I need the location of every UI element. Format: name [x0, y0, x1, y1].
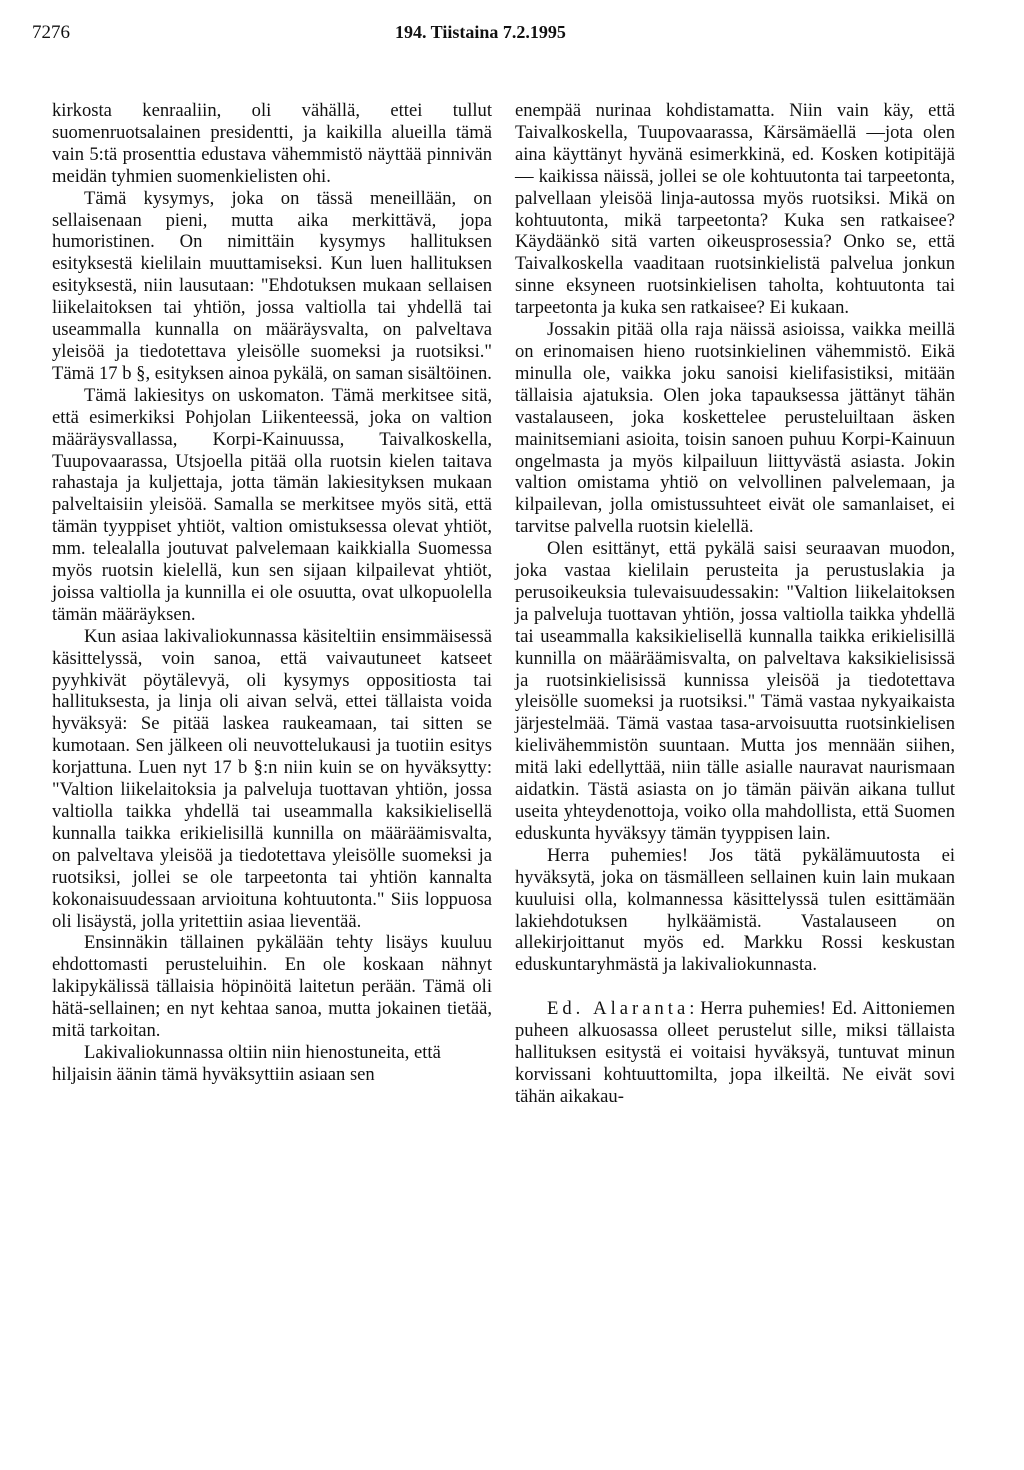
session-title: 194. Tiistaina 7.2.1995: [395, 22, 566, 42]
paragraph: Olen esittänyt, että pykälä saisi seuraavan muodon, joka vastaa kielilain perusteita ja perustuslakia ja perusoikeuksia tulevaisuudessakin: "Valtion liikelaitoksen ja palveluja tuottavan yhtiön, jossa valtiolla taikka yhdellä tai useammalla kaksikielisellä kunnalla taikka erikielisillä kunnilla on määräämisvalta, on palveltava kaksikielisissä ja ruotsinkielisissä kunnissa yleisöä ja tiedotettava yleisölle suomeksi ja ruotsiksi." Tämä vastaa nykyaikaista järjestelmää. Tämä vastaa tasa-arvoisuutta ruotsinkielisen kielivähemmistön suuntaan. Mutta jos mennään siihen, mitä laki edellyttää, niin tälle asialle nauravat naurismaan aidatkin. Tästä asiasta on jo tämän päivän aikana tullut useita yhteydenottoja, voiko olla mahdollista, että Suomen eduskunta hyväksyy tämän tyyppisen lain.: [515, 538, 955, 844]
paragraph: enempää nurinaa kohdistamatta. Niin vain käy, että Taivalkoskella, Tuupovaarassa, Kärsämäellä —jota olen aina käyttänyt hyvänä esimerkkinä, ed. Kosken kotipitäjä — kaikissa näissä, jollei se ole kohtuutonta tai tarpeetonta, palvellaan yleisöä linja-autossa myös ruotsiksi. Mikä on kohtuutonta, mikä tarpeetonta? Kuka sen ratkaisee? Käydäänkö sitä varten oikeusprosessia? Onko se, että Taivalkoskella vaaditaan ruotsinkielistä palvelua jonkun sinne eksyneen ruotsinkielisen taholta, kohtuutonta tai tarpeetonta ja kuka sen ratkaisee? Ei kukaan.: [515, 100, 955, 319]
paragraph: kirkosta kenraaliin, oli vähällä, ettei tullut suomenruotsalainen presidentti, ja kaikilla alueilla tämä vain 5:tä prosenttia edustava vähemmistö näyttää pinnivän meidän tyhmien suomenkielisten ohi.: [52, 100, 492, 187]
right-column: [515, 100, 955, 1108]
speech-paragraph: [515, 998, 955, 1108]
speech-text: : Herra puhemies! Ed. Aittoniemen puheen alkuosassa olleet perustelut sille, miksi tällaista hallituksen esitystä ei voitaisi hyväksyä, tuntuvat minun korvissani kohtuuttomilta, jopa ilkeiltä. Ne eivät sovi tähän aikakau-: [515, 998, 955, 1107]
page-number: 7276: [32, 22, 70, 43]
paragraph: Jossakin pitää olla raja näissä asioissa, vaikka meillä on erinomaisen hieno ruotsinkielinen vähemmistö. Eikä minulla ole, vaikka joku sanoisi kielifasistiksi, mitään tällaisia ajatuksia. Olen joka tapauksessa jättänyt tähän vastalauseen, joka koskettelee perusteluiltaan äsken mainitsemiani asioita, toisin sanoen puhuu Korpi-Kainuun ongelmasta ja myös kilpailuun liittyvästä asiasta. Jokin valtion omistama yhtiö on velvollinen palvelemaan, ja kilpailevan, jolla omistussuhteet eivät ole samanlaiset, ei tarvitse palvella ruotsin kielellä.: [515, 319, 955, 538]
paragraph: Kun asiaa lakivaliokunnassa käsiteltiin ensimmäisessä käsittelyssä, voin sanoa, että vaivautuneet katseet pyyhkivät pöytälevyä, oli kysymys oppositiosta tai hallituksesta, ja linja oli aivan selvä, ettei tällaista voida hyväksyä: Se pitää laskea raukeamaan, tai sitten se kumotaan. Sen jälkeen oli neuvottelukausi ja tuotiin esitys korjattuna. Luen nyt 17 b §:n niin kuin se on hyväksytty: "Valtion liikelaitoksia ja palveluja tuottavan yhtiön, jossa valtiolla taikka yhdellä tai useammalla kaksikielisellä kunnalla taikka erikielisillä kunnilla on määräämisvalta, on palveltava yleisöä ja tiedotettava yleisölle suomeksi ja ruotsiksi, jollei se ole tarpeetonta tai yhtiön kannalta kokonaisuudessaan arvioituna kohtuutonta." Siis loppuosa oli lisäystä, jolla yritettiin asiaa lieventää.: [52, 625, 492, 932]
paragraph: Tämä kysymys, joka on tässä meneillään, on sellaisenaan pieni, mutta aika merkittävä, jopa humoristinen. On nimittäin kysymys hallituksen esityksestä kielilain muuttamiseksi. Kun luen hallituksen esityksestä, niin lausutaan: "Ehdotuksen mukaan sellaisen liikelaitoksen tai yhtiön, jossa valtiolla tai yhdellä tai useammalla kunnalla on määräysvalta, on palveltava yleisöä ja tiedotettava yleisölle suomeksi ja ruotsiksi." Tämä 17 b §, esityksen ainoa pykälä, on saman sisältöinen.: [52, 187, 492, 384]
paragraph: Herra puhemies! Jos tätä pykälämuutosta ei hyväksytä, joka on täsmälleen sellainen kuin lain mukaan kuuluisi olla, kolmannessa käsittelyssä tulen esittämään lakiehdotuksen hylkäämistä. Vastalauseen on allekirjoittanut myös ed. Markku Rossi keskustan eduskuntaryhmästä ja lakivaliokunnasta.: [515, 844, 955, 976]
paragraph-gap: [515, 976, 955, 998]
paragraph: Tämä lakiesitys on uskomaton. Tämä merkitsee sitä, että esimerkiksi Pohjolan Liikenteessä, joka on valtion määräysvallassa, Korpi-Kainuussa, Taivalkoskella, Tuupovaarassa, Utsjoella pitää olla ruotsin kielen taitava rahastaja ja kuljettaja, jotta tämän lakiesityksen mukaan palveltaisiin yleisöä. Samalla se merkitsee myös sitä, että tämän tyyppiset yhtiöt, valtion omistuksessa olevat yhtiöt, mm. telealalla joutuvat palvelemaan kaikkialla Suomessa myös ruotsin kielellä, kun sen sijaan kilpailevat yhtiöt, joissa valtiolla ja kunnilla ei ole osuutta, ovat ulkopuolella tämän määräyksen.: [52, 384, 492, 625]
left-column: [52, 100, 492, 1086]
page-header: [32, 22, 992, 46]
paragraph: Ensinnäkin tällainen pykälään tehty lisäys kuuluu ehdottomasti perusteluihin. En ole koskaan nähnyt lakipykälissä tällaisia höpinöitä laitetun perään. Tämä oli hätä-sellainen; en nyt kehtaa sanoa, mutta jokainen tietää, mitä tarkoitan.: [52, 932, 492, 1042]
paragraph: Lakivaliokunnassa oltiin niin hienostuneita, että hiljaisin äänin tämä hyväksyttiin asiaan sen: [52, 1041, 441, 1085]
speaker-name: Ed. Alaranta: [547, 998, 690, 1020]
